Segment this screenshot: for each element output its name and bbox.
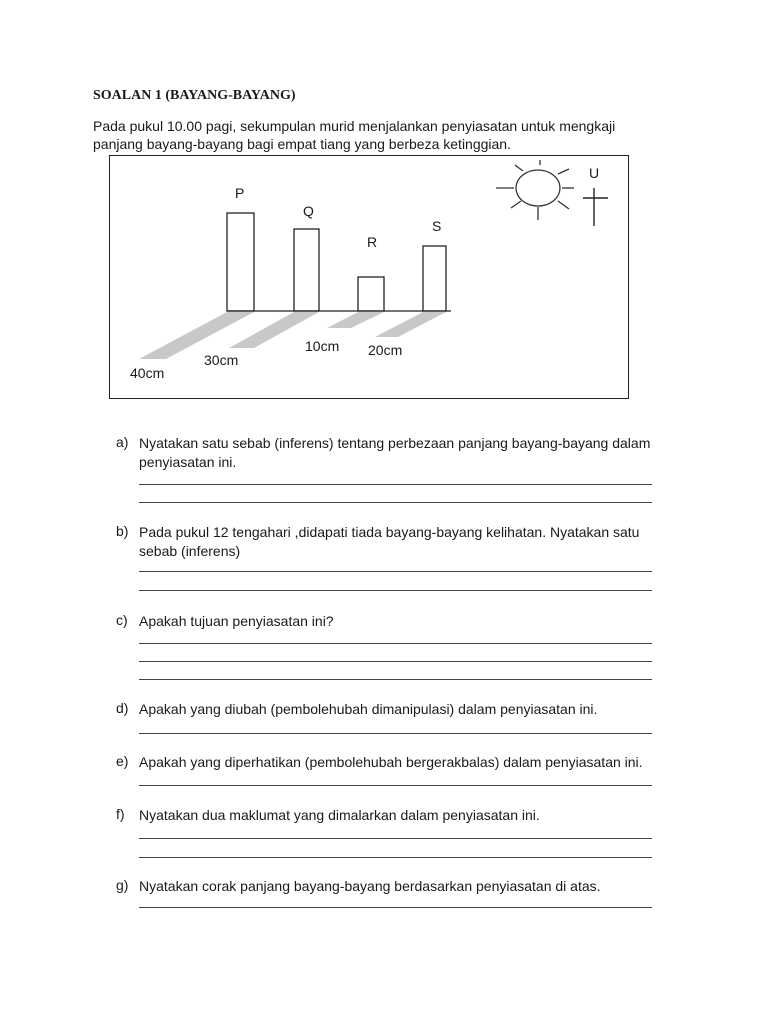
shadow-diagram <box>109 155 629 399</box>
answer-line-c2[interactable] <box>139 661 652 662</box>
shadow-label-r: 10cm <box>305 338 340 354</box>
shadow-label-q: 30cm <box>204 352 239 368</box>
question-f-text: Nyatakan dua maklumat yang dimalarkan dalam penyiasatan ini. <box>139 807 540 823</box>
question-a-text: Nyatakan satu sebab (inferens) tentang perbezaan panjang bayang-bayang dalam penyiasatan ini. <box>139 435 651 470</box>
answer-line-d1[interactable] <box>139 733 652 734</box>
question-c-label: c) <box>116 612 128 628</box>
answer-line-g1[interactable] <box>139 907 652 908</box>
pole-r <box>358 277 384 311</box>
answer-line-e1[interactable] <box>139 785 652 786</box>
sun-icon <box>496 160 574 220</box>
pole-q <box>294 229 319 311</box>
north-cross-icon <box>583 188 608 226</box>
question-g-text: Nyatakan corak panjang bayang-bayang berdasarkan penyiasatan di atas. <box>139 878 601 894</box>
question-e-text: Apakah yang diperhatikan (pembolehubah bergerakbalas) dalam penyiasatan ini. <box>139 754 643 770</box>
pole-label-r: R <box>367 234 378 250</box>
answer-line-c3[interactable] <box>139 679 652 680</box>
answer-line-a2[interactable] <box>139 502 652 503</box>
north-label: U <box>589 165 600 181</box>
answer-line-f1[interactable] <box>139 838 652 839</box>
question-b-text: Pada pukul 12 tengahari ,didapati tiada bayang-bayang kelihatan. Nyatakan satu sebab (inferens) <box>139 524 640 559</box>
answer-line-f2[interactable] <box>139 857 652 858</box>
shadow-label-p: 40cm <box>130 365 165 381</box>
question-g-label: g) <box>116 877 129 893</box>
answer-line-a1[interactable] <box>139 484 652 485</box>
question-d-text: Apakah yang diubah (pembolehubah dimanipulasi) dalam penyiasatan ini. <box>139 701 598 717</box>
page-title: SOALAN 1 (BAYANG-BAYANG) <box>93 88 296 103</box>
pole-p <box>227 213 254 311</box>
pole-label-q: Q <box>303 203 314 219</box>
pole-label-p: P <box>235 185 245 201</box>
question-d-label: d) <box>116 700 129 716</box>
shadow-s <box>375 312 446 337</box>
question-c-text: Apakah tujuan penyiasatan ini? <box>139 613 334 629</box>
question-b-label: b) <box>116 523 129 539</box>
question-a-label: a) <box>116 434 129 450</box>
pole-label-s: S <box>432 218 442 234</box>
pole-s <box>423 246 446 311</box>
intro-paragraph: Pada pukul 10.00 pagi, sekumpulan murid menjalankan penyiasatan untuk mengkaji panjang bayang-bayang bagi empat tiang yang berbeza ketinggian. <box>93 118 616 152</box>
question-e-label: e) <box>116 753 129 769</box>
answer-line-b2[interactable] <box>139 590 652 591</box>
question-f-label: f) <box>116 806 125 822</box>
shadow-r <box>327 312 384 328</box>
answer-line-b1[interactable] <box>139 571 652 572</box>
answer-line-c1[interactable] <box>139 643 652 644</box>
shadow-label-s: 20cm <box>368 342 403 358</box>
